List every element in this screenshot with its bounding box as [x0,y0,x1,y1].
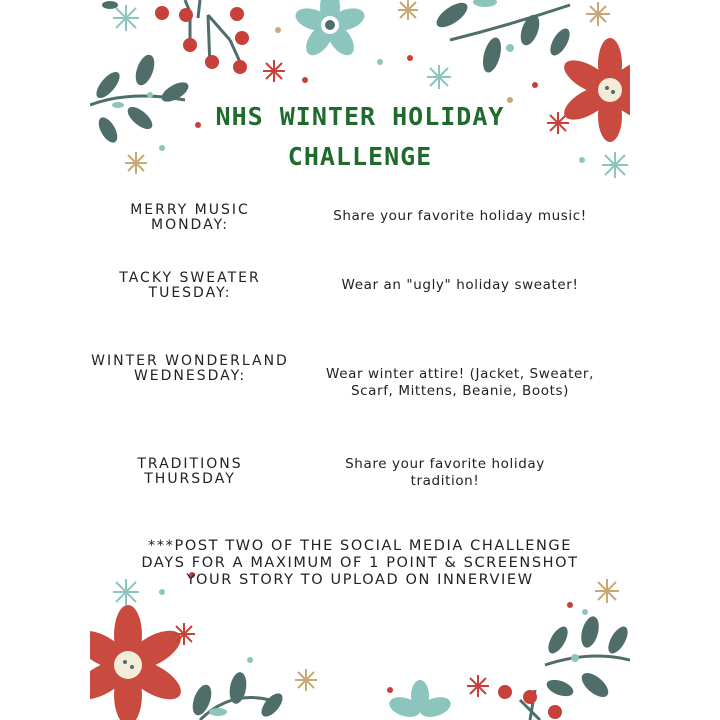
page-title-line2: CHALLENGE [287,142,433,171]
leaf-branch-icon [544,614,630,701]
instructions-note: ***POST TWO OF THE SOCIAL MEDIA CHALLENGE DAYS FOR A MAXIMUM OF 1 POINT & SCREENSHOT YOUR STORY TO UPLOAD ON INNERVIEW [141,538,579,588]
day-label: TACKY SWEATER TUESDAY: [119,270,261,301]
flower-icon [293,0,368,60]
day-activity: Wear an "ugly" holiday sweater! [341,277,579,293]
poinsettia-icon [90,605,187,720]
day-label: TRADITIONS THURSDAY [137,456,243,487]
day-activity: Share your favorite holiday tradition! [345,456,545,489]
leaf-branch-icon [433,0,574,74]
page-title: NHS WINTER HOLIDAY [215,102,505,131]
winter-challenge-flyer [90,0,630,720]
leaf-branch-icon [90,52,191,145]
day-activity: Wear winter attire! (Jacket, Sweater, Scarf, Mittens, Beanie, Boots) [326,366,594,399]
day-label: WINTER WONDERLAND WEDNESDAY: [91,353,289,384]
snowflake-icon [295,579,619,691]
flower-icon [387,680,453,720]
day-label: MERRY MUSIC MONDAY: [130,202,250,233]
leaf-branch-icon [189,671,286,720]
day-activity: Share your favorite holiday music! [333,208,587,224]
snowflake-icon [173,623,489,697]
holly-berries-icon [102,0,249,74]
